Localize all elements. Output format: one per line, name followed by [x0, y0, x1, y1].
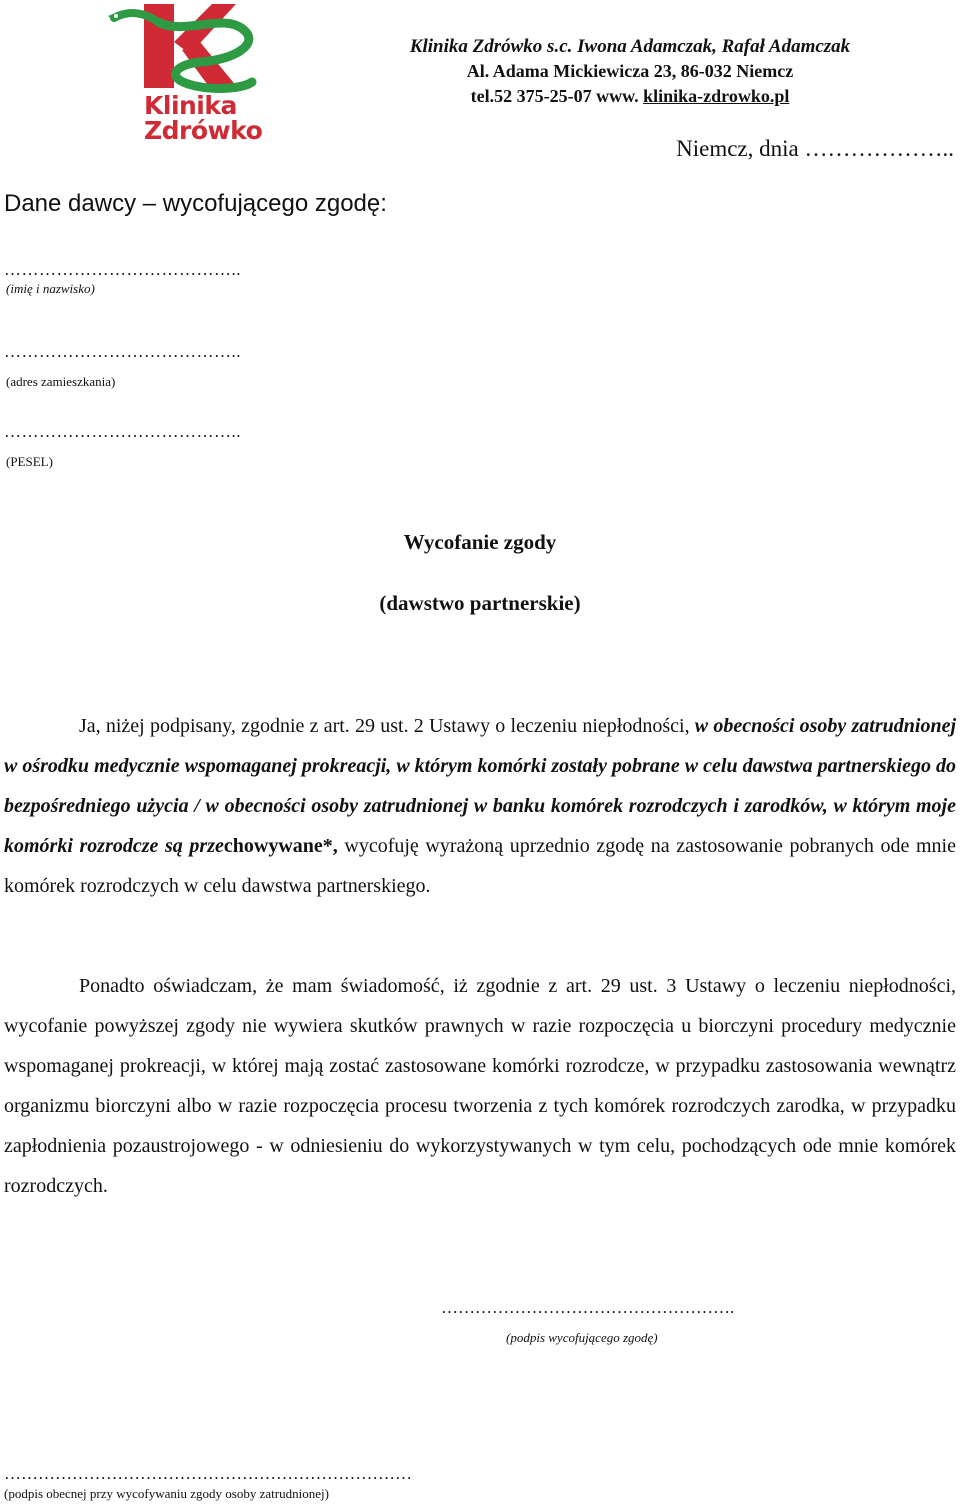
- pesel-field-caption: (PESEL): [6, 454, 53, 469]
- paragraph1-presence-clause: w obecności osoby zatrudnionej w ośrodku medycznie wspomaganej prokreacji, w którym komórki zostały pobrane w celu dawstwa partnerskiego do bezpośredniego użycia / w obecności osoby zatrudnionej w banku komórek rozrodczych i zarodków, w którym moje komórki rozrodcze są prze: [4, 715, 956, 857]
- paragraph1-stored-word: chowywane*,: [223, 835, 338, 857]
- staff-signature-line[interactable]: ………………………………………………………………: [4, 1464, 412, 1483]
- clinic-logo: [104, 2, 264, 144]
- address-field-line[interactable]: …………………………………..: [4, 342, 241, 361]
- paragraph2-text: Ponadto oświadczam, że mam świadomość, iż zgodnie z art. 29 ust. 3 Ustawy o leczeniu niepłodności, wycofanie powyższej zgody nie wywiera skutków prawnych w razie rozpoczęcia u biorczyni procedury medycznie wspomaganej prokreacji, w której mają zostać zastosowane komórki rozrodcze, w przypadku zastosowania wewnątrz organizmu biorczyni albo w razie rozpoczęcia procesu tworzenia z tych komórek rozrodczych zarodka, w przypadku zapłodnienia pozaustrojowego - w odniesieniu do wykorzystywanych w tym celu, pochodzących ode mnie komórek rozrodczych.: [4, 975, 956, 1197]
- clinic-address: Al. Adama Mickiewicza 23, 86-032 Niemcz: [466, 61, 794, 81]
- pesel-field-line[interactable]: …………………………………..: [4, 422, 241, 441]
- clinic-name: Klinika Zdrówko s.c. Iwona Adamczak, Rafał Adamczak: [409, 36, 851, 57]
- clinic-website-link[interactable]: klinika-zdrowko.pl: [643, 86, 790, 106]
- donor-data-heading: Dane dawcy – wycofującego zgodę:: [4, 190, 387, 217]
- consent-withdrawal-paragraph: [4, 706, 956, 906]
- address-field-caption: (adres zamieszkania): [6, 374, 116, 389]
- clinic-contact: [330, 84, 930, 109]
- logo-text-zdrowko: Zdrówko: [144, 116, 263, 145]
- document-subtitle: (dawstwo partnerskie): [379, 591, 581, 615]
- document-title: Wycofanie zgody: [403, 530, 557, 554]
- name-field-line[interactable]: …………………………………..: [4, 260, 241, 279]
- name-field-caption: (imię i nazwisko): [6, 281, 95, 296]
- donor-signature-caption: (podpis wycofującego zgodę): [506, 1330, 658, 1345]
- paragraph1-intro: Ja, niżej podpisany, zgodnie z art. 29 ust. 2 Ustawy o leczeniu niepłodności,: [79, 715, 695, 737]
- donor-signature-line[interactable]: …………………………………………….: [441, 1298, 735, 1317]
- staff-signature-caption: (podpis obecnej przy wycofywaniu zgody osoby zatrudnionej): [4, 1486, 329, 1501]
- clinic-phone: tel.52 375-25-07 www.: [470, 86, 644, 106]
- paragraph1-withdrawal: wycofuję wyrażoną uprzednio zgodę na zastosowanie pobranych ode mnie komórek rozrodczych w celu dawstwa partnerskiego.: [4, 835, 956, 897]
- place-date: Niemcz, dnia ………………..: [676, 136, 954, 161]
- clinic-header: [330, 34, 930, 109]
- logo-text-klinika: Klinika: [144, 91, 237, 120]
- awareness-paragraph: [4, 966, 956, 1206]
